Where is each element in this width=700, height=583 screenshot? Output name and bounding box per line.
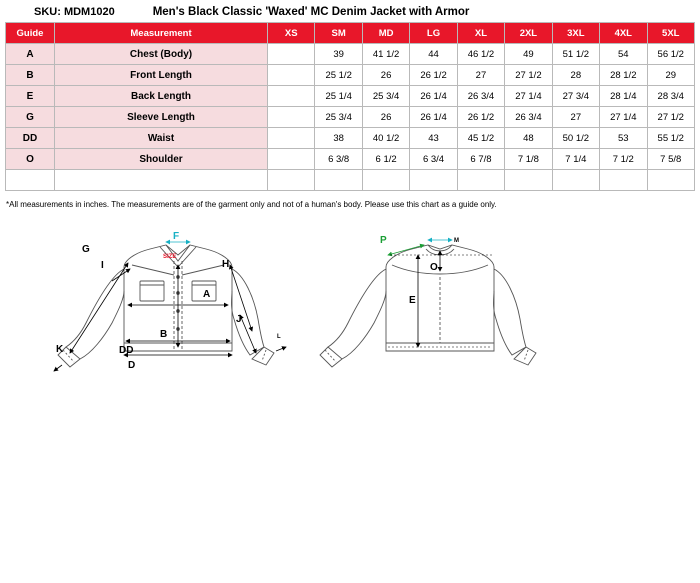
cell-md: 25 3/4 — [362, 86, 409, 107]
front-labels — [56, 231, 281, 371]
cell-xs — [268, 86, 315, 107]
column-header-5xl: 5XL — [647, 23, 695, 44]
column-header-md: MD — [362, 23, 409, 44]
table-header — [6, 23, 695, 44]
table-row-blank — [6, 170, 695, 191]
cell-xs — [268, 44, 315, 65]
cell-3xl: 51 1/2 — [552, 44, 599, 65]
cell-measurement: Chest (Body) — [55, 44, 268, 65]
cell-4xl: 54 — [600, 44, 647, 65]
cell-measurement: Front Length — [55, 65, 268, 86]
cell-2xl: 26 3/4 — [505, 107, 552, 128]
cell-guide: O — [6, 149, 55, 170]
label-DD: DD — [119, 345, 134, 356]
cell-5xl — [647, 170, 695, 191]
cell-guide — [6, 170, 55, 191]
cell-lg — [410, 170, 457, 191]
cell-xl: 45 1/2 — [457, 128, 504, 149]
cell-guide: E — [6, 86, 55, 107]
cell-sm: 25 3/4 — [315, 107, 362, 128]
document-header — [0, 0, 700, 22]
cell-md: 6 1/2 — [362, 149, 409, 170]
cell-4xl: 53 — [600, 128, 647, 149]
cell-guide: A — [6, 44, 55, 65]
cell-guide: B — [6, 65, 55, 86]
cell-sm: 39 — [315, 44, 362, 65]
cell-3xl: 27 — [552, 107, 599, 128]
table-row — [6, 107, 695, 128]
cell-md: 26 — [362, 107, 409, 128]
cell-md: 40 1/2 — [362, 128, 409, 149]
label-I: I — [101, 260, 104, 271]
table-row — [6, 149, 695, 170]
front-measurement-lines — [54, 242, 286, 371]
label-E: E — [409, 295, 416, 306]
cell-lg: 6 3/4 — [410, 149, 457, 170]
cell-3xl — [552, 170, 599, 191]
column-header-measurement: Measurement — [55, 23, 268, 44]
table-header-row — [6, 23, 695, 44]
label-L: L — [277, 334, 281, 340]
label-G: G — [82, 244, 90, 255]
label-F: F — [173, 231, 180, 242]
label-J: J — [236, 314, 242, 325]
table-row — [6, 128, 695, 149]
cell-5xl: 28 3/4 — [647, 86, 695, 107]
cell-measurement: Sleeve Length — [55, 107, 268, 128]
cell-sm: 25 1/4 — [315, 86, 362, 107]
cell-5xl: 55 1/2 — [647, 128, 695, 149]
cell-xs — [268, 65, 315, 86]
table-row — [6, 65, 695, 86]
cell-2xl: 49 — [505, 44, 552, 65]
column-header-xs: XS — [268, 23, 315, 44]
label-H: H — [222, 259, 230, 270]
column-header-guide: Guide — [6, 23, 55, 44]
cell-measurement: Waist — [55, 128, 268, 149]
column-header-sm: SM — [315, 23, 362, 44]
cell-sm: 38 — [315, 128, 362, 149]
cell-xl: 6 7/8 — [457, 149, 504, 170]
cell-2xl: 27 1/2 — [505, 65, 552, 86]
table-body — [6, 44, 695, 191]
cell-xl: 26 3/4 — [457, 86, 504, 107]
label-size-tag: SIZE — [163, 254, 177, 260]
table-row — [6, 44, 695, 65]
cell-5xl: 7 5/8 — [647, 149, 695, 170]
sku-label: SKU: MDM1020 — [34, 6, 115, 18]
label-A: A — [203, 289, 211, 300]
column-header-xl: XL — [457, 23, 504, 44]
cell-measurement — [55, 170, 268, 191]
cell-3xl: 27 3/4 — [552, 86, 599, 107]
label-M: M — [454, 238, 459, 244]
cell-4xl — [600, 170, 647, 191]
cell-3xl: 7 1/4 — [552, 149, 599, 170]
cell-xs — [268, 170, 315, 191]
measurement-footnote: *All measurements in inches. The measurements are of the garment only and not of a human's body. Please use this chart as a guide only. — [6, 200, 497, 209]
cell-3xl: 50 1/2 — [552, 128, 599, 149]
column-header-2xl: 2XL — [505, 23, 552, 44]
cell-sm: 6 3/8 — [315, 149, 362, 170]
cell-guide: DD — [6, 128, 55, 149]
cell-md: 41 1/2 — [362, 44, 409, 65]
cell-4xl: 27 1/4 — [600, 107, 647, 128]
table-row — [6, 86, 695, 107]
cell-lg: 26 1/4 — [410, 86, 457, 107]
cell-lg: 43 — [410, 128, 457, 149]
cell-4xl: 28 1/4 — [600, 86, 647, 107]
cell-sm: 25 1/2 — [315, 65, 362, 86]
cell-sm — [315, 170, 362, 191]
cell-md: 26 — [362, 65, 409, 86]
front-jacket-illustration — [58, 245, 274, 367]
label-K: K — [56, 344, 64, 355]
cell-4xl: 7 1/2 — [600, 149, 647, 170]
cell-md — [362, 170, 409, 191]
cell-2xl: 27 1/4 — [505, 86, 552, 107]
label-B: B — [160, 329, 168, 340]
label-P: P — [380, 235, 387, 246]
label-O: O — [430, 262, 438, 273]
cell-4xl: 28 1/2 — [600, 65, 647, 86]
cell-5xl: 29 — [647, 65, 695, 86]
back-labels — [380, 235, 459, 306]
back-jacket-illustration — [320, 245, 536, 367]
cell-guide: G — [6, 107, 55, 128]
cell-xl — [457, 170, 504, 191]
cell-xs — [268, 149, 315, 170]
cell-5xl: 27 1/2 — [647, 107, 695, 128]
cell-lg: 26 1/4 — [410, 107, 457, 128]
cell-xl: 46 1/2 — [457, 44, 504, 65]
cell-xl: 27 — [457, 65, 504, 86]
jacket-technical-drawings — [0, 219, 700, 399]
cell-2xl: 7 1/8 — [505, 149, 552, 170]
cell-3xl: 28 — [552, 65, 599, 86]
cell-lg: 44 — [410, 44, 457, 65]
label-D: D — [128, 360, 136, 371]
cell-xs — [268, 107, 315, 128]
cell-measurement: Shoulder — [55, 149, 268, 170]
cell-xs — [268, 128, 315, 149]
cell-2xl: 48 — [505, 128, 552, 149]
cell-2xl — [505, 170, 552, 191]
column-header-4xl: 4XL — [600, 23, 647, 44]
product-title: Men's Black Classic 'Waxed' MC Denim Jacket with Armor — [152, 6, 470, 18]
column-header-3xl: 3XL — [552, 23, 599, 44]
cell-xl: 26 1/2 — [457, 107, 504, 128]
column-header-lg: LG — [410, 23, 457, 44]
size-chart-table — [5, 22, 695, 191]
cell-lg: 26 1/2 — [410, 65, 457, 86]
cell-measurement: Back Length — [55, 86, 268, 107]
garment-diagrams — [0, 219, 700, 399]
cell-5xl: 56 1/2 — [647, 44, 695, 65]
